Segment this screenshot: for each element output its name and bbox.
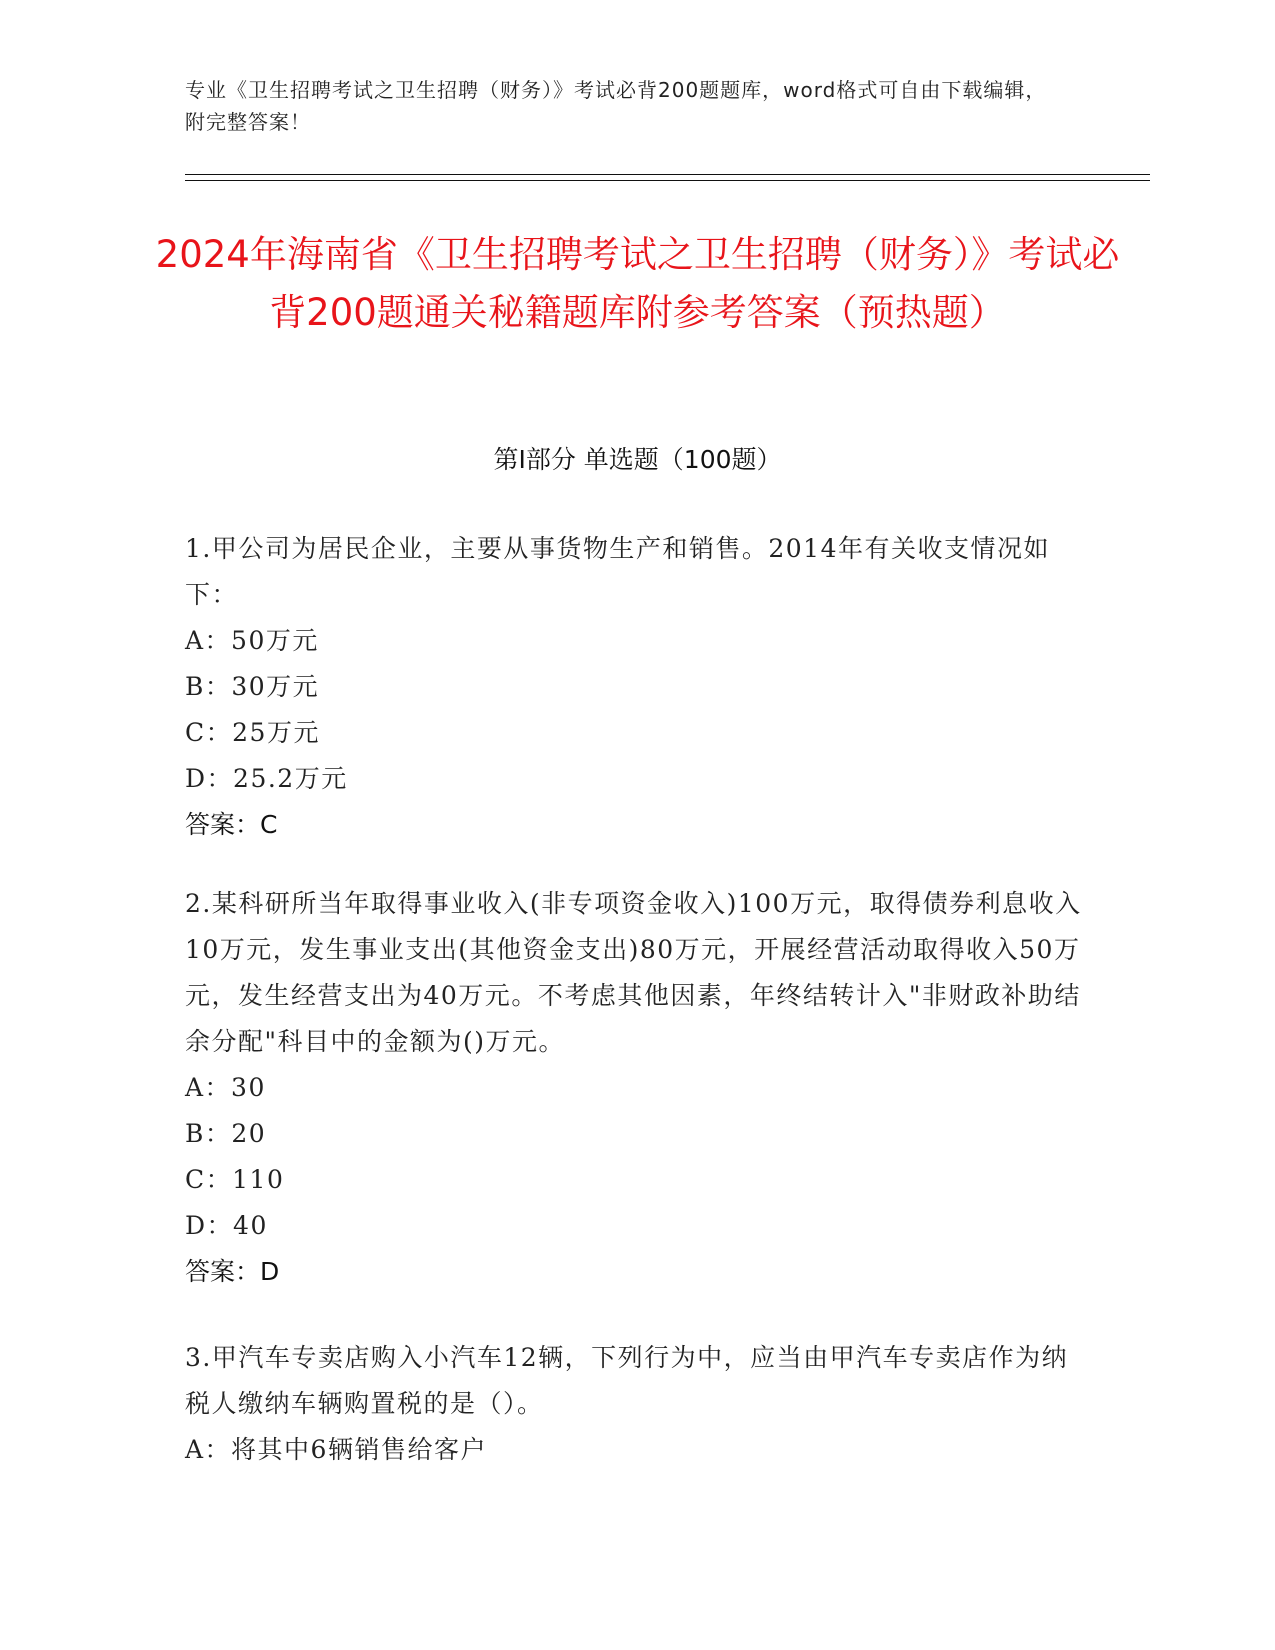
question-stem: 2.某科研所当年取得事业收入(非专项资金收入)100万元，取得债券利息收入10万元，发生事业支出(其他资金支出)80万元，开展经营活动取得收入50万元，发生经营支出为40万元。不考虑其他因素，年终结转计入"非财政补助结余分配"科目中的金额为()万元。 — [185, 889, 1082, 1056]
option-b: B：30万元 — [185, 672, 320, 701]
question-3 — [185, 1335, 1085, 1473]
header-note: 专业《卫生招聘考试之卫生招聘（财务）》考试必背200题题库，word格式可自由下载编辑，附完整答案！ — [185, 78, 1047, 134]
question-stem: 3.甲汽车专卖店购入小汽车12辆，下列行为中，应当由甲汽车专卖店作为纳税人缴纳车辆购置税的是（）。 — [185, 1343, 1069, 1418]
option-c: C：110 — [185, 1165, 285, 1194]
option-c: C：25万元 — [185, 718, 320, 747]
header-divider-bottom — [185, 180, 1150, 181]
option-a: A：50万元 — [185, 626, 319, 655]
option-b: B：20 — [185, 1119, 267, 1148]
question-stem: 1.甲公司为居民企业，主要从事货物生产和销售。2014年有关收支情况如下： — [185, 534, 1050, 609]
document-title: 2024年海南省《卫生招聘考试之卫生招聘（财务）》考试必背200题通关秘籍题库附参考答案（预热题） — [155, 233, 1120, 334]
question-1 — [185, 526, 1085, 848]
option-a: A：30 — [185, 1073, 266, 1102]
question-2 — [185, 881, 1085, 1295]
section-heading: 第I部分 单选题（100题） — [493, 445, 782, 474]
answer: 答案：C — [185, 810, 278, 839]
option-d: D：40 — [185, 1211, 268, 1240]
option-a: A：将其中6辆销售给客户 — [185, 1435, 487, 1464]
option-d: D：25.2万元 — [185, 764, 348, 793]
answer: 答案：D — [185, 1257, 280, 1286]
header-divider-top — [185, 174, 1150, 175]
